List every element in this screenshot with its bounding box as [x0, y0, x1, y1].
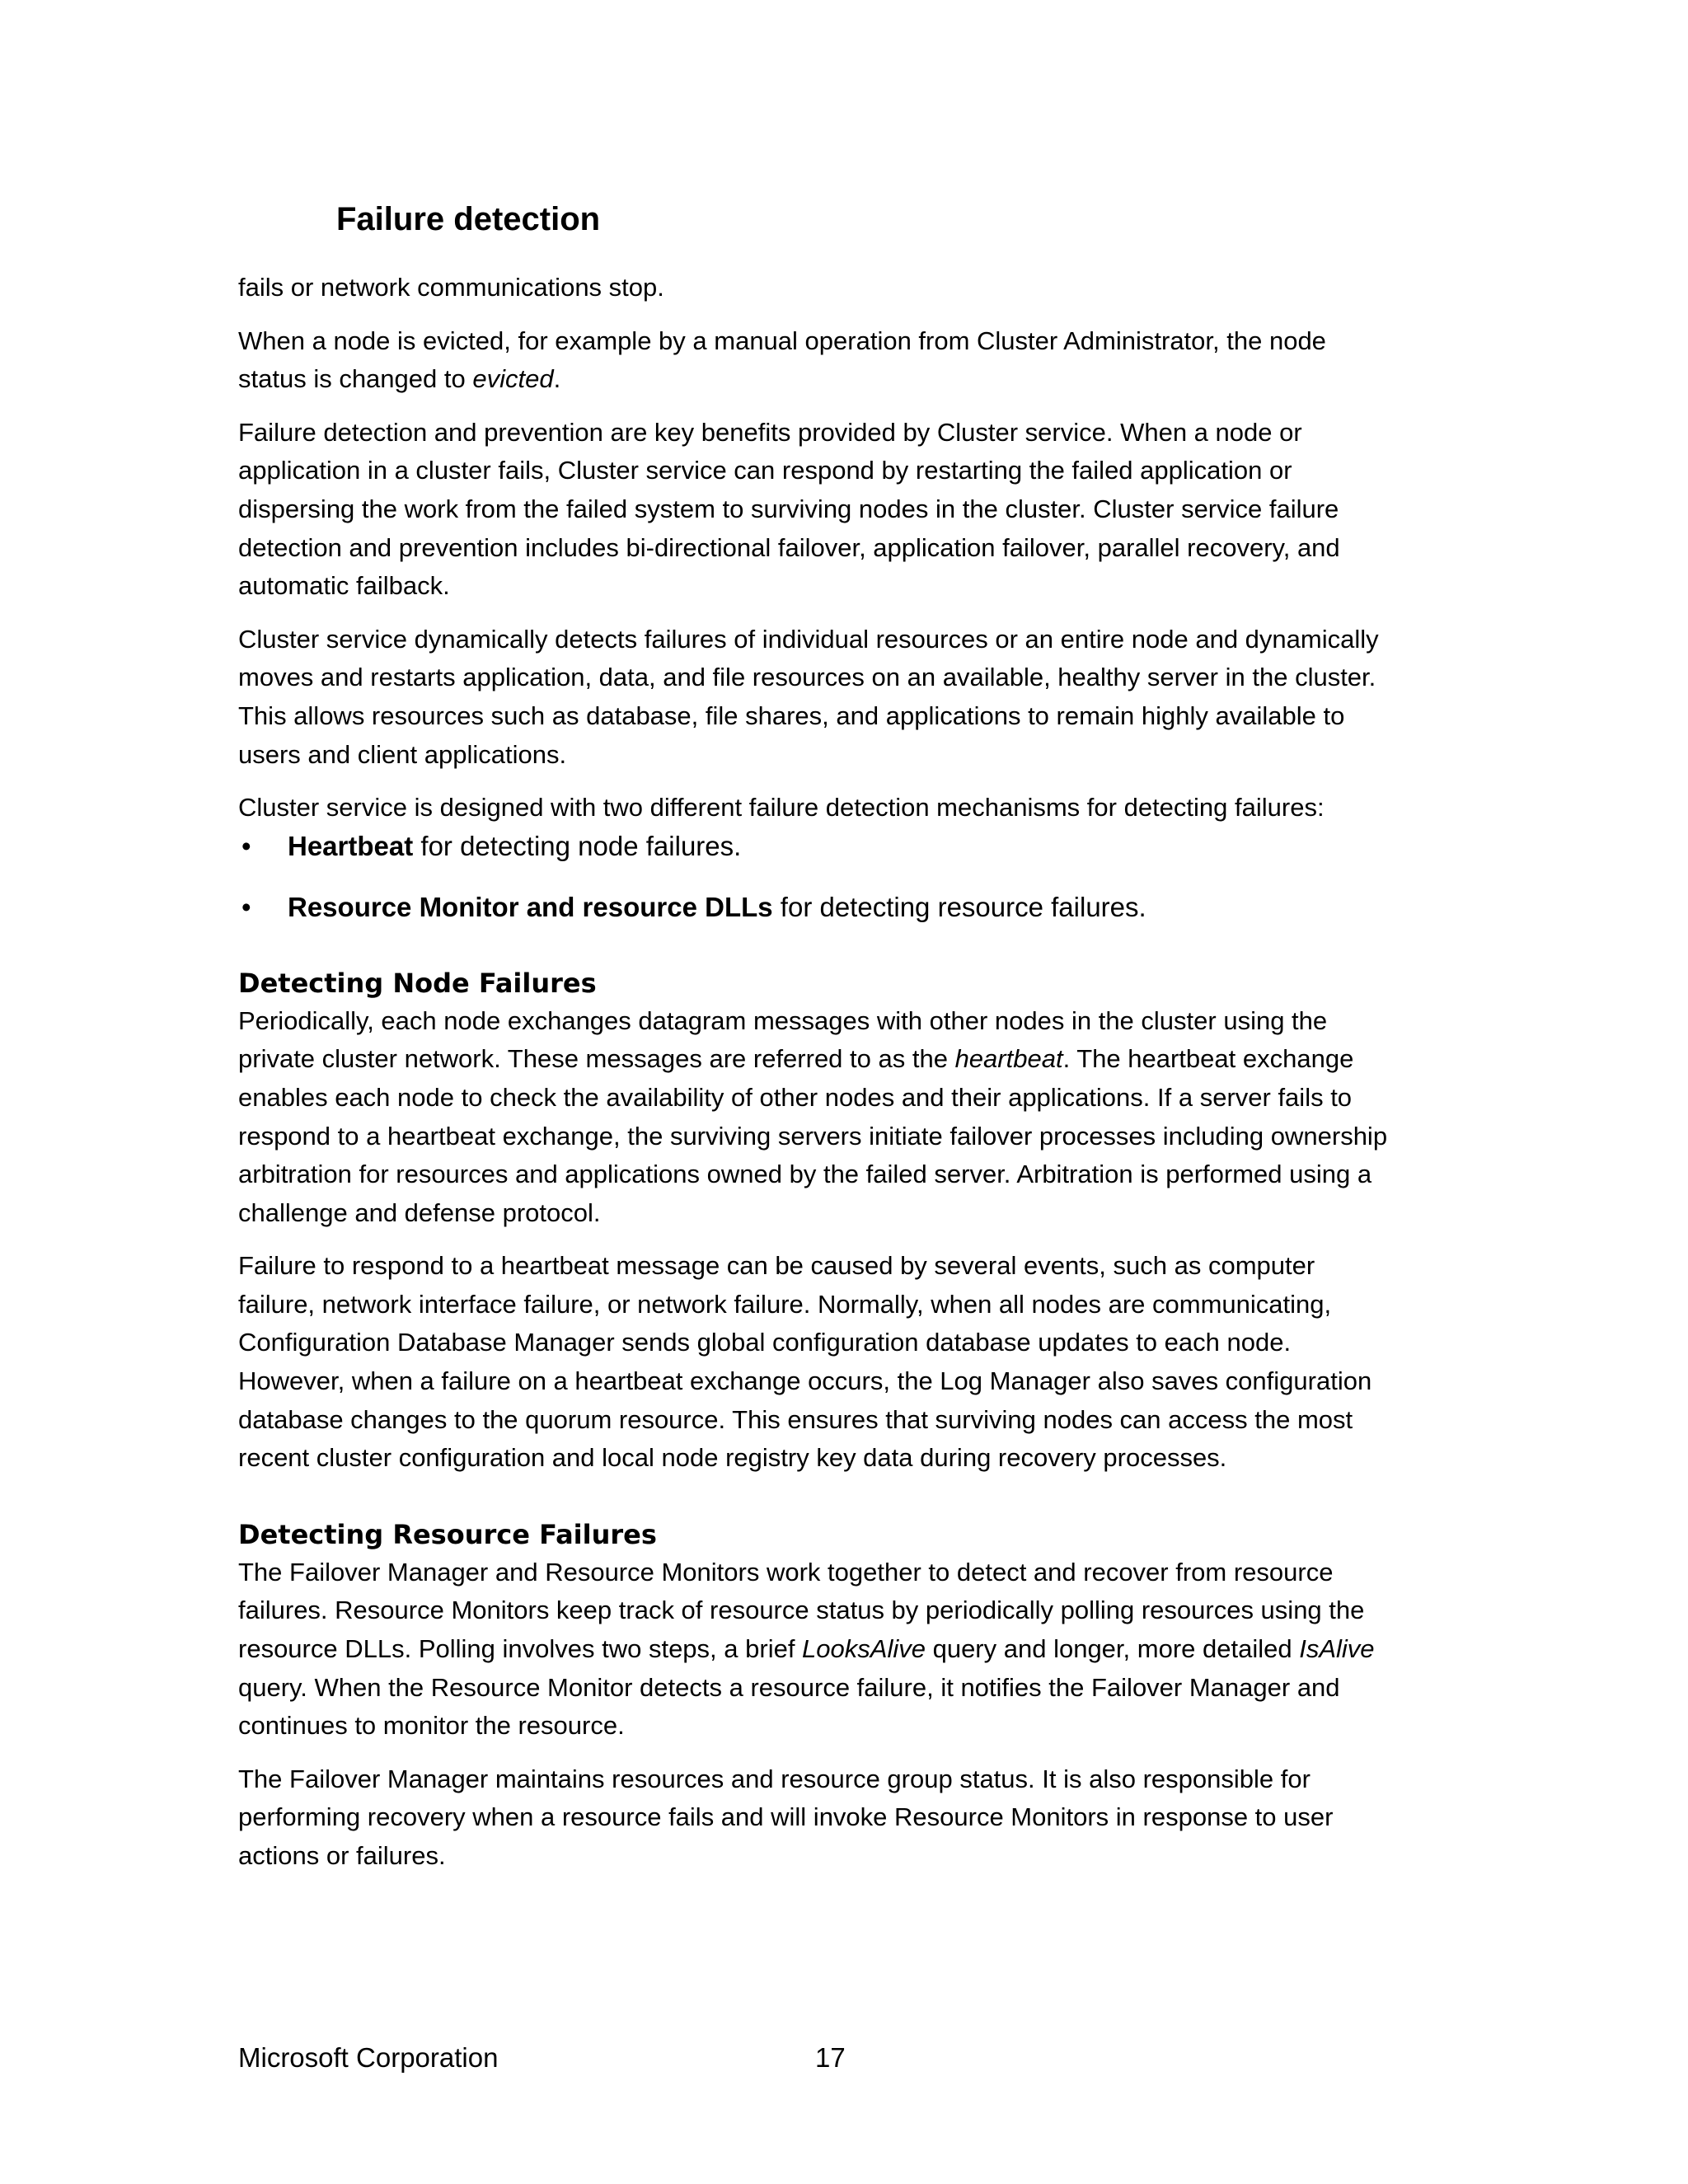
italic-term-evicted: evicted	[472, 364, 554, 394]
bullet-icon: •	[241, 830, 251, 861]
mechanisms-list	[238, 827, 1392, 926]
footer-page-number: 17	[815, 2042, 846, 2073]
list-item-heartbeat	[238, 827, 1392, 865]
bullet-text: for detecting node failures.	[413, 830, 742, 861]
paragraph-resource-monitors	[238, 1554, 1392, 1746]
paragraph-dynamic-detection: Cluster service dynamically detects failures of individual resources or an entire node and dynamically moves and restarts application, data, and file resources on an available, healthy server in the cluster. This allows resources such as database, file shares, and applications to remain highly available to users and client applications.	[238, 624, 1379, 769]
paragraph-node-evicted	[238, 322, 1392, 399]
bullet-bold-term: Heartbeat	[288, 830, 414, 861]
paragraph-mechanisms-intro: Cluster service is designed with two different failure detection mechanisms for detecting failures:	[238, 793, 1325, 823]
page-content	[238, 269, 1392, 1891]
paragraph-heartbeat-failure: Failure to respond to a heartbeat message can be caused by several events, such as computer failure, network interface failure, or network failure. Normally, when all nodes are communicating, Configuration Database Manager sends global configuration database updates to each node. However, when a failure on a heartbeat exchange occurs, the Log Manager also saves configuration database changes to the quorum resource. This ensures that surviving nodes can access the most recent cluster configuration and local node registry key data during recovery processes.	[238, 1251, 1372, 1473]
paragraph-failover-manager: The Failover Manager maintains resources and resource group status. It is also responsible for performing recovery when a resource fails and will invoke Resource Monitors in response to user actions or failures.	[238, 1764, 1334, 1870]
heading-detecting-resource-failures: Detecting Resource Failures	[238, 1518, 657, 1550]
bullet-bold-term: Resource Monitor and resource DLLs	[288, 891, 773, 922]
footer-company: Microsoft Corporation	[238, 2042, 499, 2073]
italic-term-looksalive: LooksAlive	[802, 1634, 926, 1664]
text-run: Periodically, each node exchanges datagram messages with other nodes in the cluster using the private cluster network. These messages are referred to as the	[238, 1005, 1328, 1074]
paragraph-heartbeat-exchange	[238, 1002, 1392, 1233]
bullet-text: for detecting resource failures.	[772, 891, 1146, 922]
section-title: Failure detection	[336, 201, 601, 237]
italic-term-isalive: IsAlive	[1299, 1634, 1375, 1664]
text-run: . The heartbeat exchange enables each node to check the availability of other nodes and their applications. If a server fails to respond to a heartbeat exchange, the surviving servers initiate failover processes including ownership arbitration for resources and applications owned by the failed server. Arbitration is performed using a challenge and defense protocol.	[238, 1044, 1388, 1227]
heading-detecting-node-failures: Detecting Node Failures	[238, 967, 597, 999]
text-run: .	[553, 364, 561, 394]
paragraph-intro-continuation: fails or network communications stop.	[238, 273, 664, 302]
text-run: query. When the Resource Monitor detects a resource failure, it notifies the Failover Manager and continues to monitor the resource.	[238, 1672, 1340, 1741]
list-item-resource-monitor	[238, 888, 1392, 926]
text-run: query and longer, more detailed	[925, 1634, 1300, 1664]
text-run: The Failover Manager and Resource Monitors work together to detect and recover from resource failures. Resource Monitors keep track of resource status by periodically polling resources using the resource DLLs. Polling involves two steps, a brief	[238, 1557, 1365, 1664]
bullet-icon: •	[241, 891, 251, 922]
italic-term-heartbeat: heartbeat	[954, 1044, 1063, 1074]
paragraph-failure-prevention: Failure detection and prevention are key benefits provided by Cluster service. When a node or application in a cluster fails, Cluster service can respond by restarting the failed application or dispersing the work from the failed system to surviving nodes in the cluster. Cluster service failure detection and prevention includes bi-directional failover, application failover, parallel recovery, and automatic failback.	[238, 417, 1340, 601]
text-run: When a node is evicted, for example by a manual operation from Cluster Administrator, the node status is changed to	[238, 326, 1326, 394]
